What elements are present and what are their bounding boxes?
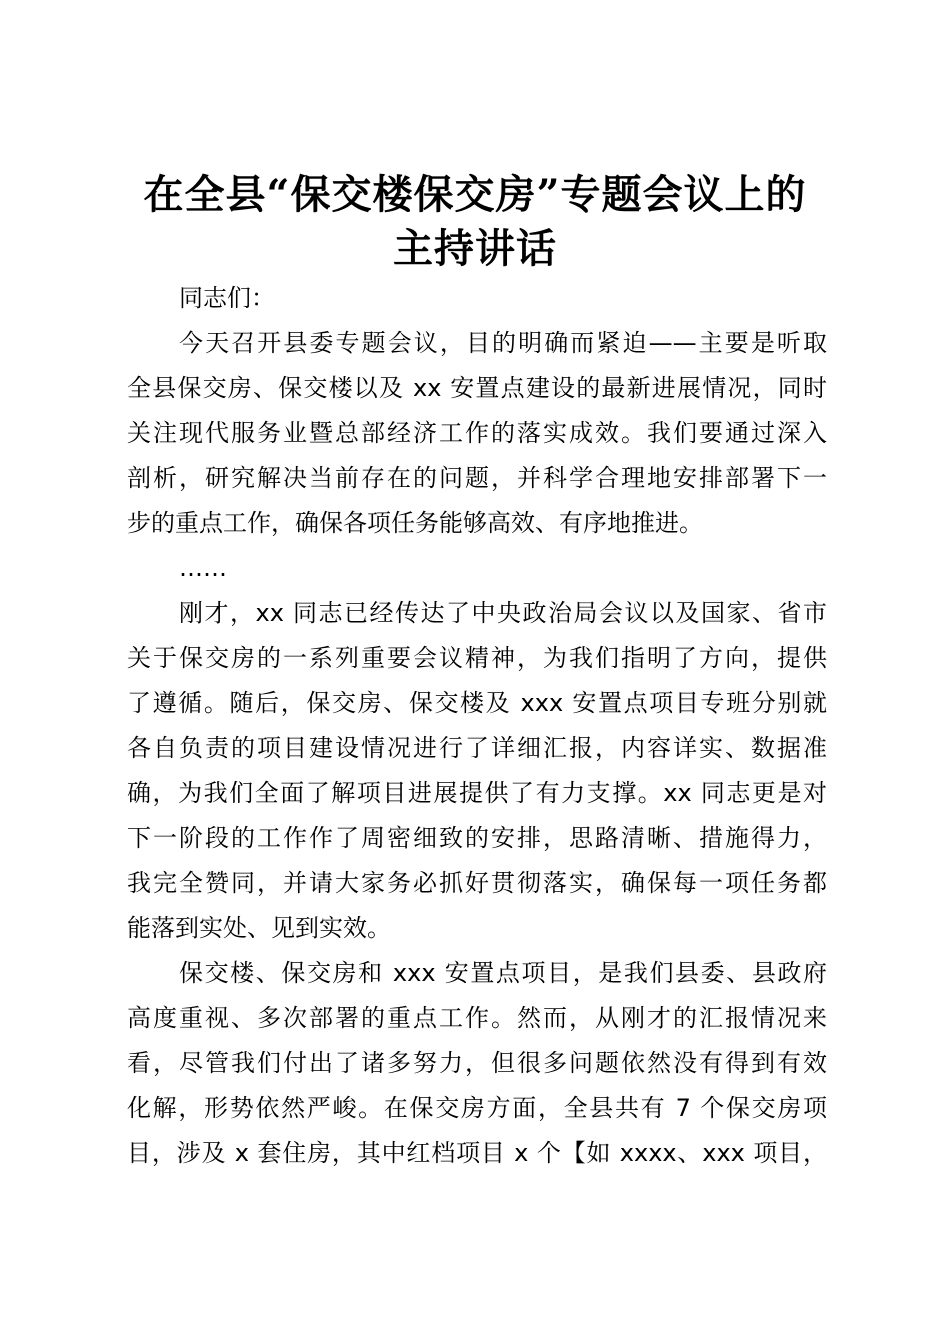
- paragraph-line: 关注现代服务业暨总部经济工作的落实成效。我们要通过深入: [127, 419, 827, 447]
- paragraph-line: 刚才，xx 同志已经传达了中央政治局会议以及国家、省市: [179, 599, 827, 627]
- paragraph-line: 剖析，研究解决当前存在的问题，并科学合理地安排部署下一: [127, 464, 827, 492]
- paragraph-line: 化解，形势依然严峻。在保交房方面，全县共有 7 个保交房项: [127, 1094, 827, 1122]
- ellipsis: ……: [179, 554, 227, 582]
- ellipsis-paragraph: [127, 546, 827, 591]
- title-line: 在全县“保交楼保交房”专题会议上的: [143, 171, 807, 218]
- paragraph-line: 能落到实处、见到实效。: [127, 914, 391, 942]
- paragraph: [127, 321, 827, 546]
- paragraph-line: 各自负责的项目建设情况进行了详细汇报，内容详实、数据准: [127, 734, 827, 762]
- paragraph-line: 了遵循。随后，保交房、保交楼及 xxx 安置点项目专班分别就: [127, 689, 827, 717]
- paragraph: [127, 591, 827, 951]
- salutation: 同志们：: [179, 284, 275, 312]
- paragraph-line: 下一阶段的工作作了周密细致的安排，思路清晰、措施得力，: [127, 824, 827, 852]
- paragraph-line: 目，涉及 x 套住房，其中红档项目 x 个【如 xxxx、xxx 项目，: [127, 1139, 827, 1167]
- paragraph-line: 保交楼、保交房和 xxx 安置点项目，是我们县委、县政府: [179, 959, 827, 987]
- paragraph-line: 步的重点工作，确保各项任务能够高效、有序地推进。: [127, 509, 703, 537]
- paragraph-line: 我完全赞同，并请大家务必抓好贯彻落实，确保每一项任务都: [127, 869, 827, 897]
- paragraph-line: 看，尽管我们付出了诸多努力，但很多问题依然没有得到有效: [127, 1049, 827, 1077]
- paragraph-line: 全县保交房、保交楼以及 xx 安置点建设的最新进展情况，同时: [127, 374, 827, 402]
- document-title: [110, 168, 840, 276]
- paragraph: [127, 951, 827, 1176]
- paragraph-line: 今天召开县委专题会议，目的明确而紧迫——主要是听取: [179, 329, 827, 357]
- paragraph-line: 关于保交房的一系列重要会议精神，为我们指明了方向，提供: [127, 644, 827, 672]
- document-body: [127, 276, 827, 1176]
- title-line: 主持讲话: [393, 225, 557, 272]
- paragraph-line: 确，为我们全面了解项目进展提供了有力支撑。xx 同志更是对: [127, 779, 827, 807]
- paragraph-line: 高度重视、多次部署的重点工作。然而，从刚才的汇报情况来: [127, 1004, 827, 1032]
